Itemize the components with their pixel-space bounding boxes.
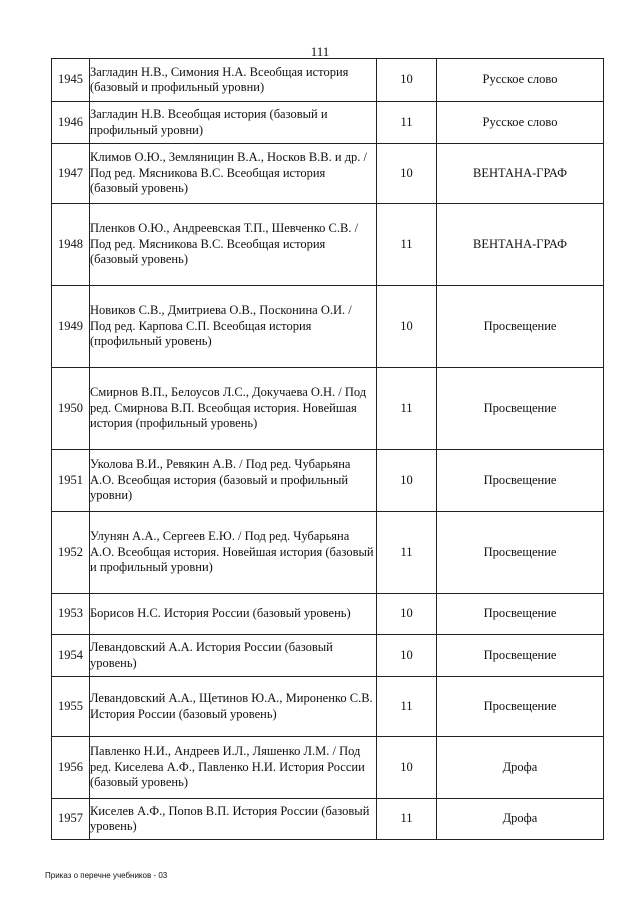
row-number: 1955 (52, 677, 90, 737)
textbook-table (51, 58, 604, 840)
publisher: Дрофа (437, 799, 604, 840)
grade: 11 (377, 512, 437, 594)
grade: 11 (377, 204, 437, 286)
authors-title: Левандовский А.А., Щетинов Ю.А., Мироненко С.В. История России (базовый уровень) (90, 677, 377, 737)
row-number: 1953 (52, 594, 90, 635)
publisher: Просвещение (437, 635, 604, 677)
publisher: Русское слово (437, 59, 604, 102)
table-row (52, 59, 604, 102)
row-number: 1954 (52, 635, 90, 677)
publisher: Просвещение (437, 368, 604, 450)
authors-title: Климов О.Ю., Земляницин В.А., Носков В.В. и др. / Под ред. Мясникова В.С. Всеобщая история (базовый уровень) (90, 144, 377, 204)
table-row (52, 635, 604, 677)
row-number: 1956 (52, 737, 90, 799)
row-number: 1957 (52, 799, 90, 840)
table-row (52, 102, 604, 144)
publisher: Просвещение (437, 450, 604, 512)
row-number: 1951 (52, 450, 90, 512)
grade: 10 (377, 144, 437, 204)
row-number: 1952 (52, 512, 90, 594)
authors-title: Уколова В.И., Ревякин А.В. / Под ред. Чубарьяна А.О. Всеобщая история (базовый и профильный уровни) (90, 450, 377, 512)
authors-title: Загладин Н.В., Симония Н.А. Всеобщая история (базовый и профильный уровни) (90, 59, 377, 102)
table-row (52, 368, 604, 450)
grade: 10 (377, 286, 437, 368)
authors-title: Смирнов В.П., Белоусов Л.С., Докучаева О.Н. / Под ред. Смирнова В.П. Всеобщая история. Новейшая история (профильный уровень) (90, 368, 377, 450)
row-number: 1946 (52, 102, 90, 144)
grade: 10 (377, 450, 437, 512)
authors-title: Борисов Н.С. История России (базовый уровень) (90, 594, 377, 635)
authors-title: Новиков С.В., Дмитриева О.В., Посконина О.И. / Под ред. Карпова С.П. Всеобщая история (профильный уровень) (90, 286, 377, 368)
table-row (52, 204, 604, 286)
table-row (52, 512, 604, 594)
authors-title: Левандовский А.А. История России (базовый уровень) (90, 635, 377, 677)
table-row (52, 286, 604, 368)
publisher: Просвещение (437, 677, 604, 737)
publisher: ВЕНТАНА-ГРАФ (437, 144, 604, 204)
authors-title: Киселев А.Ф., Попов В.П. История России (базовый уровень) (90, 799, 377, 840)
authors-title: Пленков О.Ю., Андреевская Т.П., Шевченко С.В. / Под ред. Мясникова В.С. Всеобщая история (базовый уровень) (90, 204, 377, 286)
row-number: 1945 (52, 59, 90, 102)
grade: 11 (377, 102, 437, 144)
publisher: Русское слово (437, 102, 604, 144)
table-row (52, 677, 604, 737)
table-row (52, 799, 604, 840)
footer-note: Приказ о перечне учебников - 03 (45, 871, 168, 880)
authors-title: Улунян А.А., Сергеев Е.Ю. / Под ред. Чубарьяна А.О. Всеобщая история. Новейшая история (базовый и профильный уровни) (90, 512, 377, 594)
grade: 11 (377, 799, 437, 840)
grade: 10 (377, 737, 437, 799)
row-number: 1950 (52, 368, 90, 450)
table-row (52, 594, 604, 635)
grade: 10 (377, 594, 437, 635)
publisher: Просвещение (437, 594, 604, 635)
row-number: 1948 (52, 204, 90, 286)
grade: 11 (377, 677, 437, 737)
table-row (52, 737, 604, 799)
publisher: Дрофа (437, 737, 604, 799)
publisher: Просвещение (437, 286, 604, 368)
row-number: 1947 (52, 144, 90, 204)
grade: 10 (377, 635, 437, 677)
table-row (52, 450, 604, 512)
publisher: Просвещение (437, 512, 604, 594)
row-number: 1949 (52, 286, 90, 368)
authors-title: Павленко Н.И., Андреев И.Л., Ляшенко Л.М. / Под ред. Киселева А.Ф., Павленко Н.И. История России (базовый уровень) (90, 737, 377, 799)
table-row (52, 144, 604, 204)
grade: 10 (377, 59, 437, 102)
publisher: ВЕНТАНА-ГРАФ (437, 204, 604, 286)
grade: 11 (377, 368, 437, 450)
page-number: 111 (310, 44, 330, 59)
authors-title: Загладин Н.В. Всеобщая история (базовый и профильный уровни) (90, 102, 377, 144)
